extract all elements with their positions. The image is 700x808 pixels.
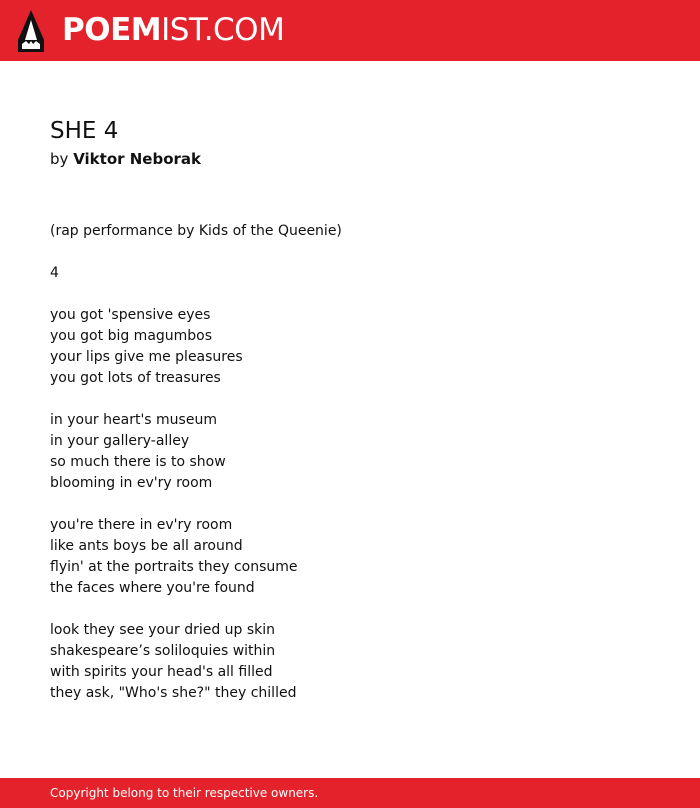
poem-content [50, 114, 650, 704]
stanza-break [50, 242, 650, 263]
poem-line: (rap performance by Kids of the Queenie) [50, 223, 342, 239]
poem-title: SHE 4 [50, 118, 119, 144]
poem-line: look they see your dried up skin [50, 622, 276, 638]
poem-line: 4 [50, 265, 59, 281]
poem-line: you got big magumbos [50, 328, 213, 344]
logo-bold-text: POEM [62, 12, 162, 48]
poem-line: they ask, "Who's she?" they chilled [50, 685, 297, 701]
site-logo[interactable] [62, 11, 284, 49]
poem-line: you got 'spensive eyes [50, 307, 211, 323]
poem-line: blooming in ev'ry room [50, 475, 213, 491]
stanza-break [50, 284, 650, 305]
pencil-tip-icon [18, 10, 44, 52]
stanza-break [50, 599, 650, 620]
site-footer [0, 778, 700, 808]
site-header [0, 0, 700, 61]
stanza-break [50, 494, 650, 515]
poem-line: shakespeare’s soliloquies within [50, 643, 276, 659]
by-label: by [50, 150, 69, 168]
poem-line: like ants boys be all around [50, 538, 243, 554]
author-name: Viktor Neborak [73, 150, 202, 168]
poem-line: the faces where you're found [50, 580, 255, 596]
poem-line: you got lots of treasures [50, 370, 221, 386]
logo-light-text: IST.COM [161, 12, 285, 48]
poem-body [50, 221, 650, 704]
poem-line: your lips give me pleasures [50, 349, 243, 365]
poem-line: in your heart's museum [50, 412, 217, 428]
stanza-break [50, 389, 650, 410]
poem-line: with spirits your head's all filled [50, 664, 273, 680]
poem-line: you're there in ev'ry room [50, 517, 233, 533]
poem-line: so much there is to show [50, 454, 226, 470]
byline [50, 148, 650, 170]
poem-line: in your gallery-alley [50, 433, 190, 449]
copyright-text: Copyright belong to their respective owners. [50, 786, 319, 800]
poem-line: flyin' at the portraits they consume [50, 559, 298, 575]
